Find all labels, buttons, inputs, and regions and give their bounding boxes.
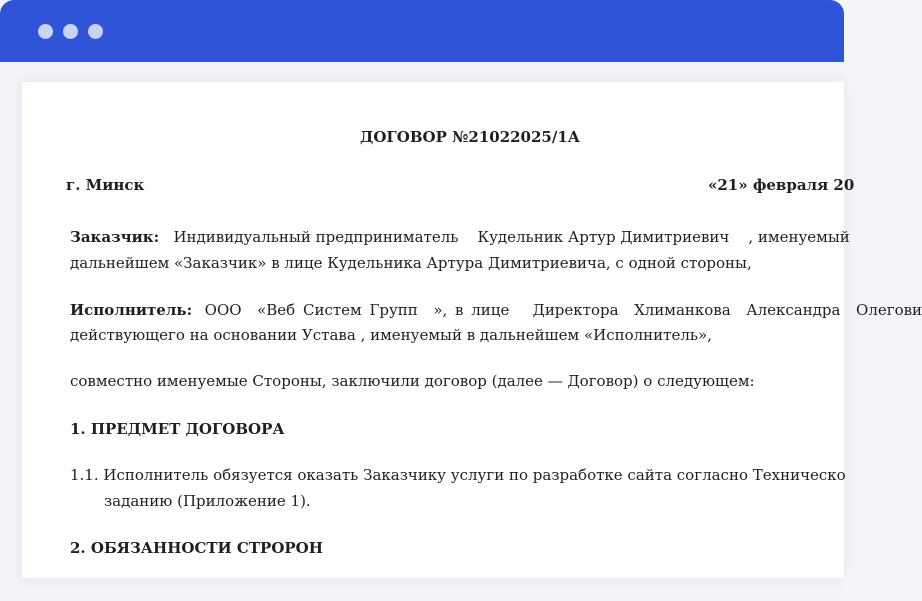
window-dot-icon[interactable] — [63, 24, 78, 39]
customer-label: Заказчик: — [70, 228, 160, 246]
executor-details: ООО «Веб Систем Групп », в лице Директора Хлиманкова Александра Олегови — [196, 301, 922, 319]
customer-details: Индивидуальный предприниматель Кудельник Артур Димитриевич , именуемый — [163, 228, 850, 246]
document-city: г. Минск — [66, 176, 145, 194]
document-page — [22, 82, 922, 578]
window-titlebar — [0, 0, 844, 62]
window-dot-icon[interactable] — [88, 24, 103, 39]
customer-paragraph-line: дальнейшем «Заказчик» в лице Кудельника Артура Димитриевича, с одной стороны, — [70, 254, 752, 272]
agreement-paragraph: совместно именуемые Стороны, заключили договор (далее — Договор) о следующем: — [70, 372, 755, 390]
section-heading: 1. ПРЕДМЕТ ДОГОВОРА — [70, 420, 285, 438]
window-dot-icon[interactable] — [38, 24, 53, 39]
document-date: «21» февраля 20 — [708, 176, 855, 194]
executor-label: Исполнитель: — [70, 301, 193, 319]
executor-paragraph-line: действующего на основании Устава , именуемый в дальнейшем «Исполнитель», — [70, 326, 712, 344]
clause-1-1-line: заданию (Приложение 1). — [104, 492, 311, 510]
document-title: ДОГОВОР №21022025/1А — [360, 128, 581, 146]
clause-1-1-line: 1.1. Исполнитель обязуется оказать Заказчику услуги по разработке сайта согласно Техническо — [70, 466, 846, 484]
customer-paragraph-line — [70, 230, 850, 245]
section-heading: 2. ОБЯЗАННОСТИ СТРОРОН — [70, 539, 323, 557]
executor-paragraph-line — [70, 303, 922, 318]
